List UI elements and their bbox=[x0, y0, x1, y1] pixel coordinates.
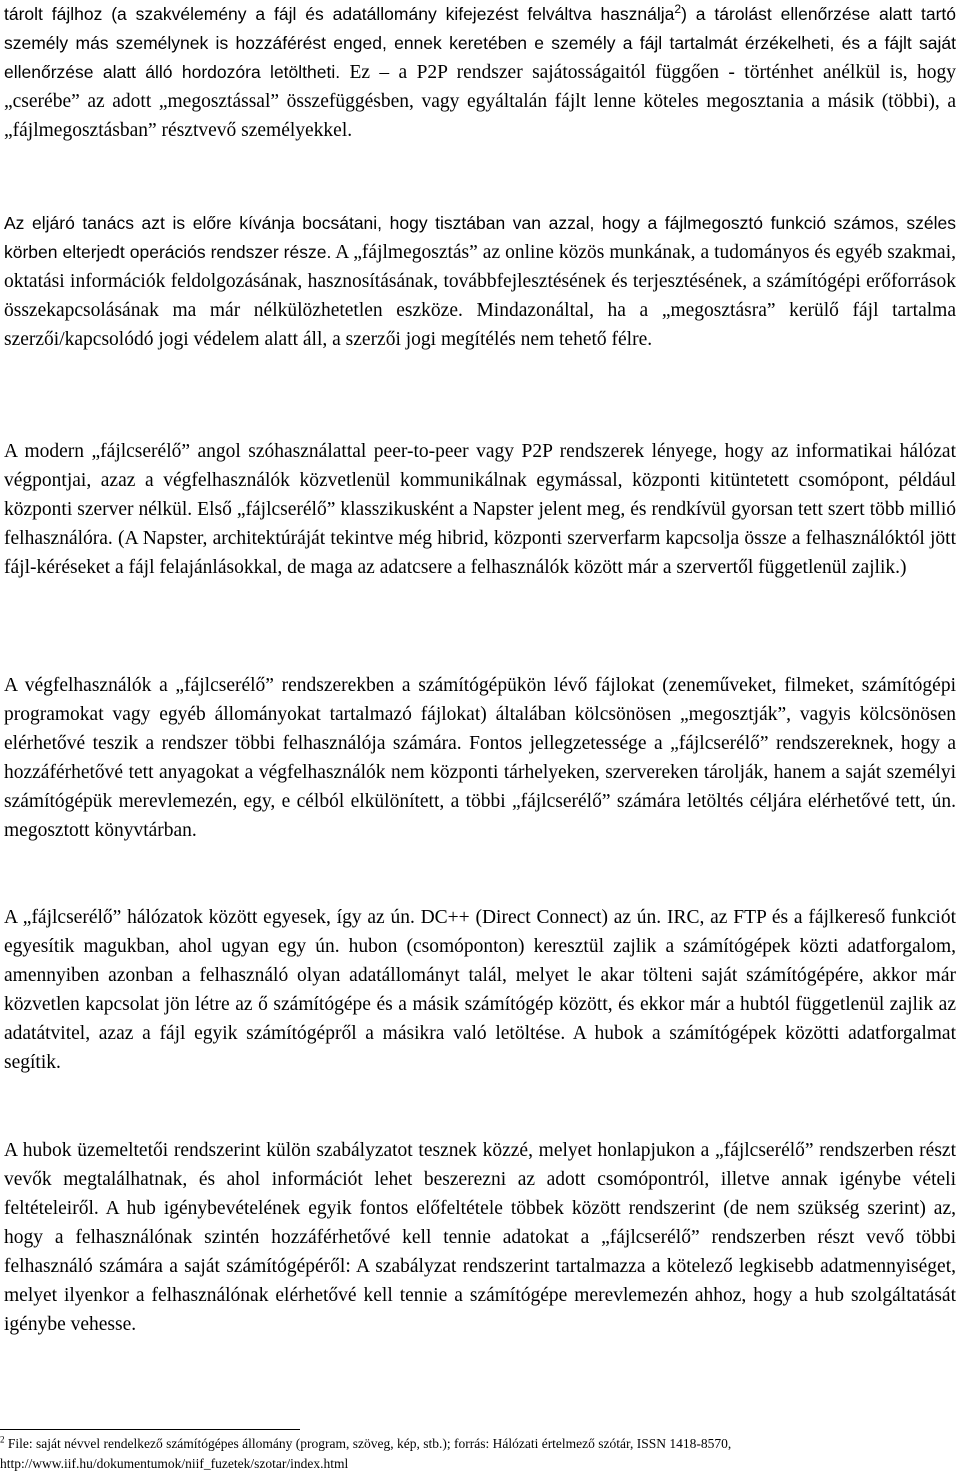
paragraph-3: A modern „fájlcserélő” angol szóhasználattal peer-to-peer vagy P2P rendszerek lényege, hogy az informatikai hálózat végpontjai, azaz a végfelhasználók közvetlenül kommunikálnak egymással, központi kitüntetett csomópont, például központi szerver nélkül. Első „fájlcserélő” klasszikusként a Napster jelent meg, és rendkívül gyorsan tett szert több millió felhasználóra. (A Napster, architektúráját tekintve még hibrid, központi szerverfarm kapcsolja össze a felhasználóktól jött fájl-kéréseket a fájl felajánlásokkal, de maga az adatcsere a felhasználók között már a szervertől függetlenül zajlik.) bbox=[4, 441, 956, 578]
footnote-marker: 2 bbox=[0, 1434, 5, 1445]
paragraph-2-text-a: Az eljáró tanács azt is előre kívánja bocsátani, hogy tisztában van azzal, hogy a fájlmegosztó funkció számos, széles körben elterjedt operációs rendszer része. bbox=[4, 213, 956, 262]
footnote-divider bbox=[0, 1429, 300, 1430]
paragraph-5: A „fájlcserélő” hálózatok között egyesek, így az ún. DC++ (Direct Connect) az ún. IRC, az FTP és a fájlkereső funkciót egyesítik magukban, ahol ugyan egy ún. hubon (csomóponton) keresztül zajlik a számítógépek közti adatforgalom, amennyiben azonban a felhasználó olyan adatállományt talál, melyet le akar tölteni saját számítógépére, akkor már közvetlen kapcsolat jön létre az ő számítógépe és a másik számítógép között, és ekkor már a hubtól függetlenül zajlik az adatátvitel, azaz a fájl egyik számítógépről a másikra való letöltése. A hubok a számítógépek közötti adatforgalmat segítik. bbox=[4, 907, 956, 1073]
paragraph-4: A végfelhasználók a „fájlcserélő” rendszerekben a számítógépükön lévő fájlokat (zeneműveket, filmeket, számítógépi programokat vagy egyéb állományokat tartalmazó fájlokat) általában kölcsönösen „megosztják”, vagyis kölcsönösen elérhetővé teszik a rendszer többi felhasználója számára. Fontos jellegzetessége a „fájlcserélő” rendszereknek, hogy a hozzáférhetővé tett anyagokat a végfelhasználók nem központi tárhelyeken, szervereken tárolják, hanem a saját személyi számítógépük merevlemezén, egy, e célból elkülönített, a többi „fájlcserélő” számára letöltés céljára elérhetővé tett, ún. megosztott könyvtárban. bbox=[4, 675, 956, 841]
paragraph-2 bbox=[4, 209, 956, 354]
footnote-reference: 2 bbox=[674, 2, 682, 17]
paragraph-1 bbox=[4, 0, 956, 145]
footnote bbox=[0, 1434, 952, 1474]
paragraph-2-text-b: A „fájlmegosztás” az online közös munkának, a tudományos és egyéb szakmai, oktatási információk feldolgozásának, hasznosításának, továbbfejlesztésének és terjesztésének, a számítógépi erőforrások összekapcsolásának ma már nélkülözhetetlen eszköze. Mindazonáltal, ha a „megosztásra” kerülő fájl tartalma szerzői/kapcsolódó jogi védelem alatt áll, a szerzői jogi megítélés nem tehető félre. bbox=[4, 242, 956, 350]
paragraph-6: A hubok üzemeltetői rendszerint külön szabályzatot tesznek közzé, melyet honlapjukon a „fájlcserélő” rendszerben részt vevők megtalálhatnak, és ahol információt lehet beszerezni az adott csomópontról, illetve annak igénybe vételi feltételeiről. A hub igénybevételének egyik fontos előfeltétele többek között rendszerint (de nem szükség szerint) az, hogy a felhasználónak szintén hozzáférhetővé kell tennie adatokat a „fájlcserélő” rendszerben részt vevő többi felhasználó számára a saját számítógépéről: A szabályzat rendszerint tartalmazza a kötelező legkisebb adatmennyiséget, melyet ilyenkor a felhasználónak elérhetővé kell tennie a számítógépe merevlemezén ahhoz, hogy a hub szolgáltatását igénybe vehesse. bbox=[4, 1140, 956, 1335]
paragraph-1-text-c: Ez – a P2P rendszer sajátosságaitól függően - történhet anélkül is, hogy „cserébe” az adott „megosztással” összefüggésben, vagy egyáltalán fájlt lenne köteles megosztania a másik (többi), a „fájlmegosztásban” résztvevő személyekkel. bbox=[4, 62, 956, 141]
paragraph-1-text-a: tárolt fájlhoz (a szakvélemény a fájl és adatállomány kifejezést felváltva használja bbox=[4, 4, 675, 24]
paragraph-1-text-b: ) a tárolást ellenőrzése alatt tartó személy más személynek is hozzáférést enged, ennek keretében e személy a fájl tartalmát érzékelheti, és a fájlt saját ellenőrzése alatt álló hordozóra letöltheti. bbox=[4, 4, 956, 82]
footnote-text: File: saját névvel rendelkező számítógépes állomány (program, szöveg, kép, stb.); forrás: Hálózati értelmező szótár, ISSN 1418-8570, http://www.iif.hu/dokumentumok/niif_fuzetek/szotar/index.html bbox=[0, 1436, 732, 1471]
